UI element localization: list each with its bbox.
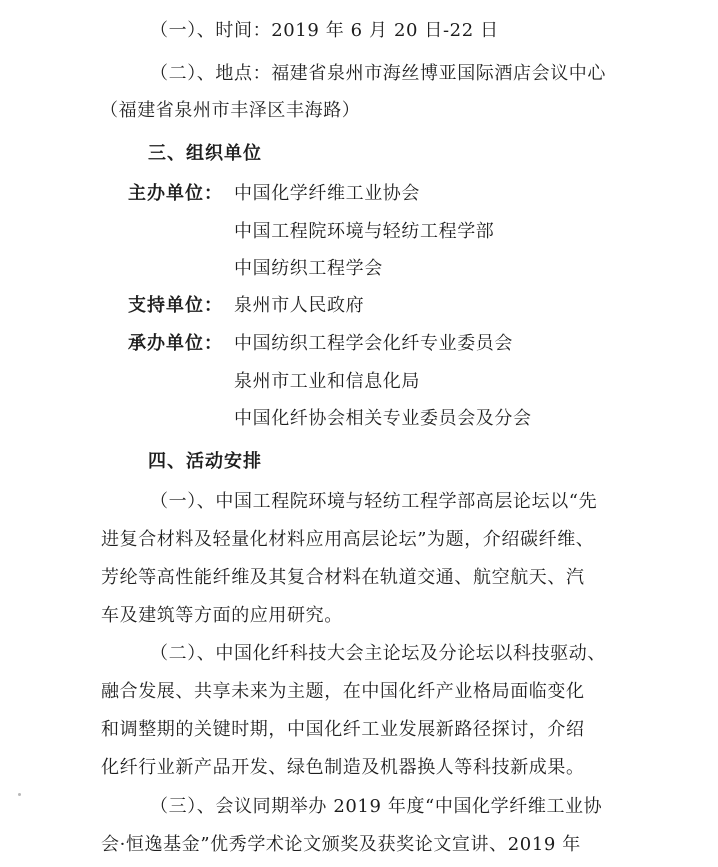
host-label: 主办单位： xyxy=(128,183,223,204)
host-unit: 中国纺织工程学会 xyxy=(234,258,383,279)
paragraph-line: 进复合材料及轻量化材料应用高层论坛”为题，介绍碳纤维、 xyxy=(101,529,595,550)
paragraph-line: 芳纶等高性能纤维及其复合材料在轨道交通、航空航天、汽 xyxy=(101,567,585,588)
paragraph-line: （一）、中国工程院环境与轻纺工程学部高层论坛以“先 xyxy=(150,491,598,512)
venue-line: （二）、地点：福建省泉州市海丝博亚国际酒店会议中心 xyxy=(150,63,606,84)
organizer-unit: 泉州市工业和信息化局 xyxy=(234,371,420,392)
host-unit: 中国化学纤维工业协会 xyxy=(234,183,420,204)
paragraph-line: 化纤行业新产品开发、绿色制造及机器换人等科技新成果。 xyxy=(101,757,585,778)
paragraph-line: 和调整期的关键时期，中国化纤工业发展新路径探讨，介绍 xyxy=(101,719,585,740)
paragraph-line: 融合发展、共享未来为主题，在中国化纤产业格局面临变化 xyxy=(101,681,585,702)
section-heading-organizers: 三、组织单位 xyxy=(148,143,262,164)
support-unit: 泉州市人民政府 xyxy=(234,295,365,316)
organizer-label: 承办单位： xyxy=(128,333,223,354)
support-label: 支持单位： xyxy=(128,295,223,316)
host-unit: 中国工程院环境与轻纺工程学部 xyxy=(234,221,495,242)
paragraph-line: （三）、会议同期举办 2019 年度“中国化学纤维工业协 xyxy=(150,796,603,817)
organizer-unit: 中国化纤协会相关专业委员会及分会 xyxy=(234,408,532,429)
paragraph-line: （二）、中国化纤科技大会主论坛及分论坛以科技驱动、 xyxy=(150,643,606,664)
section-heading-activities: 四、活动安排 xyxy=(148,451,262,472)
paragraph-line: 车及建筑等方面的应用研究。 xyxy=(101,605,343,626)
scan-speck xyxy=(18,793,21,796)
organizer-unit: 中国纺织工程学会化纤专业委员会 xyxy=(234,333,513,354)
venue-address-line: （福建省泉州市丰泽区丰海路） xyxy=(100,100,361,121)
time-line: （一）、时间：2019 年 6 月 20 日-22 日 xyxy=(150,20,499,41)
paragraph-line: 会·恒逸基金”优秀学术论文颁奖及获奖论文宣讲、2019 年 xyxy=(101,834,581,855)
